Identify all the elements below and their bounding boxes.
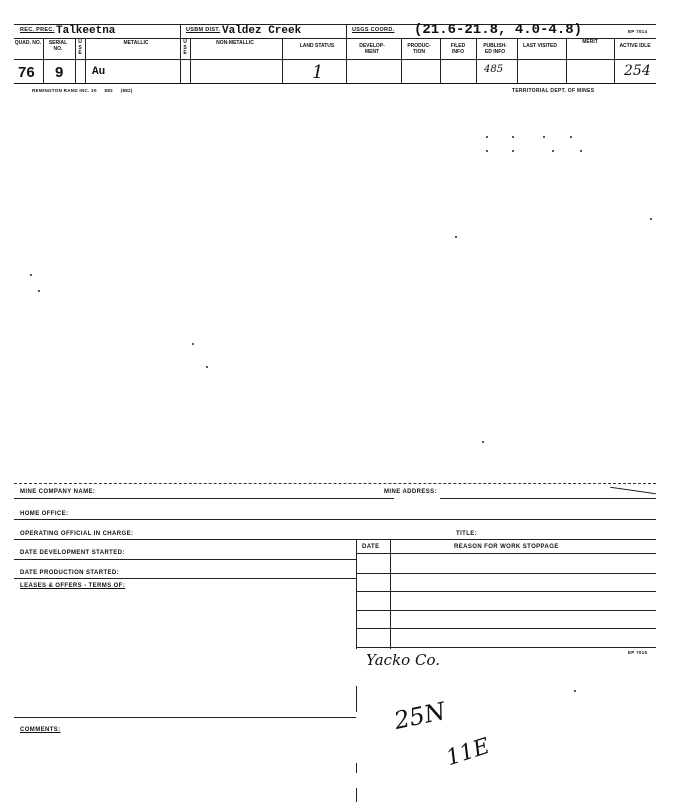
leases-label: LEASES & OFFERS - TERMS OF:	[20, 583, 126, 589]
col-merit: MERIT	[582, 39, 598, 45]
speck	[552, 150, 554, 152]
divider	[566, 38, 567, 83]
form-line	[356, 573, 656, 574]
col-production: PRODUC-TION	[407, 43, 431, 55]
speck	[512, 150, 514, 152]
divider	[440, 38, 441, 83]
usbm-dist-label: USBM DIST.	[186, 27, 221, 33]
divider	[401, 38, 402, 83]
speck	[455, 236, 457, 238]
handwritten-11e: 11E	[443, 733, 493, 772]
date-dev-label: DATE DEVELOPMENT STARTED:	[20, 550, 125, 556]
divider	[43, 38, 44, 83]
speck	[574, 690, 576, 692]
divider	[180, 24, 181, 83]
speck	[30, 274, 32, 276]
usgs-coord-label: USGS COORD.	[352, 27, 395, 33]
comments-label: COMMENTS:	[20, 727, 61, 733]
header-top-line-2	[14, 38, 656, 39]
metallic-value: Au	[92, 66, 106, 78]
form-code: EP 7014	[628, 29, 648, 34]
col-land-status: LAND STATUS	[299, 43, 335, 49]
col-active-idle: ACTIVE IDLE	[619, 43, 651, 49]
col-quad-no: QUAD. NO.	[14, 40, 42, 46]
form-line	[356, 591, 656, 592]
land-status-value: 1	[312, 62, 324, 83]
reason-label: REASON FOR WORK STOPPAGE	[454, 544, 559, 550]
col-serial-no: SERIAL NO.	[48, 40, 68, 52]
speck	[512, 136, 514, 138]
dept-line: TERRITORIAL DEPT. OF MINES	[512, 88, 595, 94]
header-bottom-line	[14, 83, 656, 84]
published-info-value: 485	[484, 64, 504, 75]
col-development: DEVELOP-MENT	[359, 43, 385, 55]
form-line	[14, 559, 356, 560]
divider	[356, 788, 357, 802]
col-non-metallic: NON-METALLIC	[216, 40, 254, 46]
date-prod-label: DATE PRODUCTION STARTED:	[20, 570, 120, 576]
form-line	[14, 519, 656, 520]
col-published-info: PUBLISH-ED INFO	[483, 43, 507, 55]
usbm-dist-value: Valdez Creek	[222, 25, 302, 37]
divider	[85, 38, 86, 83]
quad-no-value: 76	[18, 64, 35, 81]
divider	[476, 38, 477, 83]
home-office-label: HOME OFFICE:	[20, 511, 69, 517]
form-line	[610, 487, 656, 494]
form-line	[356, 610, 656, 611]
form-line	[14, 498, 394, 499]
divider	[346, 24, 347, 83]
mine-company-name-label: MINE COMPANY NAME:	[20, 489, 96, 495]
speck	[482, 441, 484, 443]
active-idle-value: 254	[624, 63, 651, 79]
divider	[517, 38, 518, 83]
speck	[192, 343, 194, 345]
divider	[356, 686, 357, 712]
mine-address-label: MINE ADDRESS:	[384, 489, 437, 495]
form-line	[356, 553, 656, 554]
speck	[650, 218, 652, 220]
lower-top-line	[14, 483, 656, 484]
form-line	[14, 717, 356, 718]
col-last-visited: LAST VISITED	[523, 43, 557, 49]
form-code-2: EP 7015	[628, 650, 648, 655]
col-filed-info: FILED INFO	[450, 43, 466, 55]
divider	[614, 38, 615, 83]
divider	[356, 539, 357, 649]
handwritten-note: Yacko Co.	[366, 651, 440, 669]
divider	[356, 763, 357, 773]
printer-line: REMINGTON RAND INC. 20 882 (882)	[32, 88, 133, 93]
col-use-nonmetallic: U S E	[183, 39, 187, 56]
title-label: TITLE:	[456, 531, 478, 537]
rec-prec-value: Talkeetna	[56, 25, 116, 37]
rec-prec-label: REC. PREC.	[20, 27, 55, 33]
speck	[486, 150, 488, 152]
form-line	[440, 498, 656, 499]
speck	[38, 290, 40, 292]
form-line	[356, 628, 656, 629]
divider	[190, 38, 191, 83]
speck	[486, 136, 488, 138]
speck	[543, 136, 545, 138]
divider	[282, 38, 283, 83]
form-line	[356, 647, 656, 648]
speck	[570, 136, 572, 138]
handwritten-25n: 25N	[391, 696, 448, 736]
operating-official-label: OPERATING OFFICIAL IN CHARGE:	[20, 531, 134, 537]
speck	[580, 150, 582, 152]
speck	[206, 366, 208, 368]
date-col-label: DATE	[362, 544, 380, 550]
usgs-coord-value: (21.6-21.8, 4.0-4.8)	[414, 22, 583, 38]
col-metallic: METALLIC	[123, 40, 149, 46]
divider	[390, 539, 391, 649]
header-mid-line	[14, 59, 656, 60]
col-use-metallic: U S E	[78, 39, 82, 56]
divider	[75, 38, 76, 83]
form-line	[14, 578, 356, 579]
form-line	[14, 539, 656, 540]
serial-no-value: 9	[55, 64, 64, 81]
